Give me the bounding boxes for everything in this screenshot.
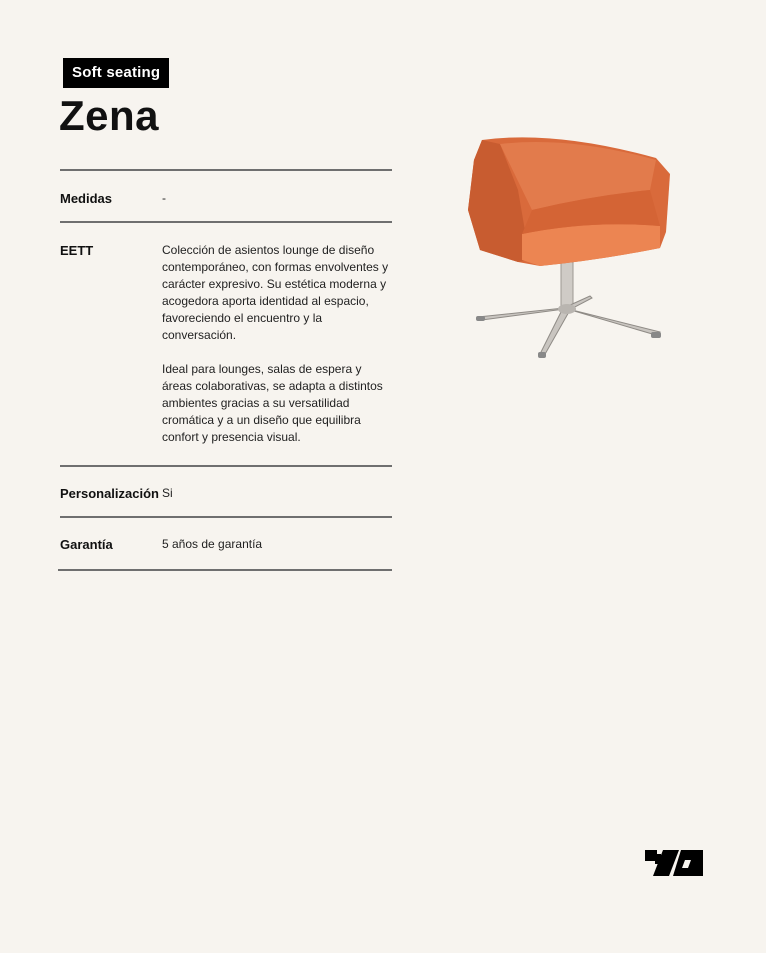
spec-label-medidas: Medidas	[60, 191, 113, 206]
chair-shell	[468, 137, 670, 266]
spec-row-eett	[60, 223, 392, 465]
product-title: Zena	[59, 92, 160, 139]
spec-value-medidas: -	[162, 191, 166, 205]
eett-paragraph-1: Colección de asientos lounge de diseño contemporáneo, con formas envolventes y carácter expresivo. Su estética moderna y acogedora aporta identidad al espacio, favoreciendo el encuentro y la conversación.	[162, 243, 389, 342]
spec-label-personalizacion: Personalización	[60, 486, 159, 501]
spec-label-garantia: Garantía	[60, 537, 113, 552]
spec-row-medidas	[60, 171, 392, 221]
product-image-chair	[460, 130, 680, 370]
chair-base	[476, 262, 661, 358]
divider	[58, 569, 392, 571]
spec-label-eett: EETT	[60, 243, 94, 258]
spec-value-eett	[162, 242, 392, 446]
brand-logo-icon	[645, 850, 703, 876]
spec-value-personalizacion: Si	[162, 486, 173, 500]
category-badge: Soft seating	[63, 58, 169, 88]
spec-table	[60, 169, 392, 571]
spec-value-garantia: 5 años de garantía	[162, 537, 263, 551]
spec-row-personalizacion	[60, 467, 392, 516]
spec-row-garantia	[60, 518, 392, 569]
eett-paragraph-2: Ideal para lounges, salas de espera y áreas colaborativas, se adapta a distintos ambientes gracias a su versatilidad cromática y a un diseño que equilibra confort y presencia visual.	[162, 362, 383, 444]
